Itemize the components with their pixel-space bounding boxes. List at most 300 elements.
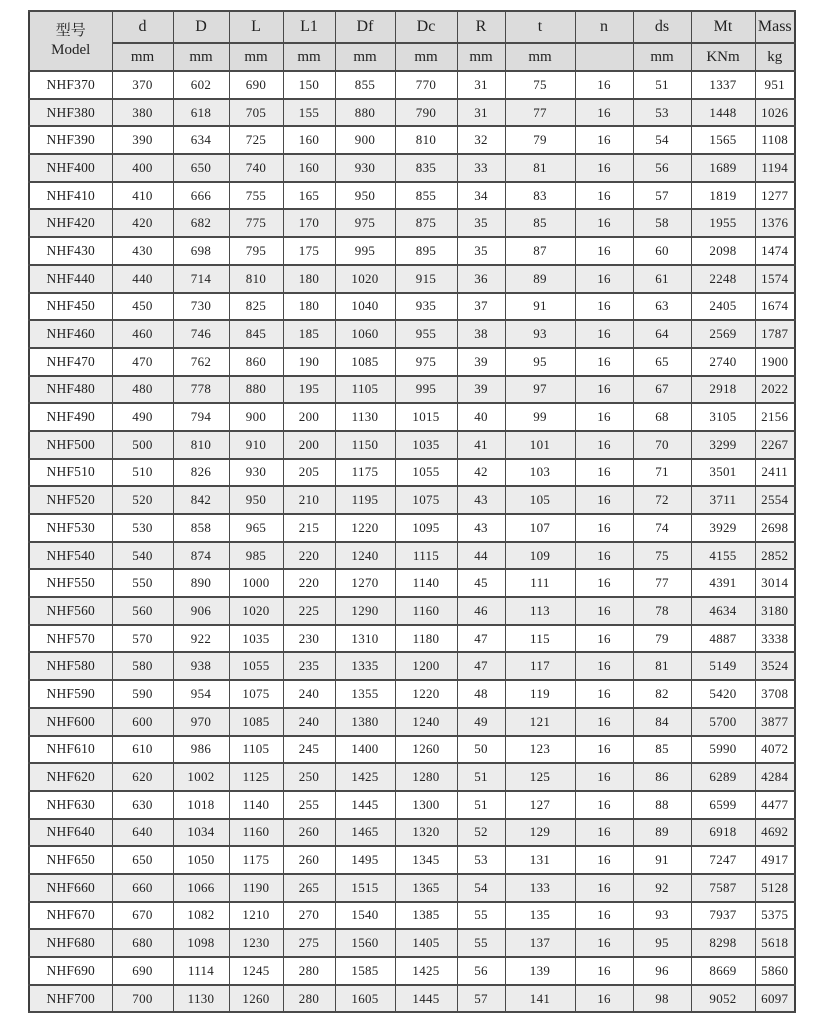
value-cell: 16 — [575, 542, 633, 570]
value-cell: 5149 — [691, 652, 755, 680]
value-cell: 200 — [283, 403, 335, 431]
value-cell: 200 — [283, 431, 335, 459]
value-cell: 129 — [505, 819, 575, 847]
model-cell: NHF500 — [29, 431, 112, 459]
value-cell: 1270 — [335, 569, 395, 597]
table-row — [29, 237, 795, 265]
value-cell: 1365 — [395, 874, 457, 902]
unit-Dc: mm — [395, 43, 457, 71]
value-cell: 775 — [229, 209, 283, 237]
value-cell: 91 — [633, 846, 691, 874]
value-cell: 460 — [112, 320, 173, 348]
value-cell: 975 — [395, 348, 457, 376]
value-cell: 1515 — [335, 874, 395, 902]
value-cell: 1380 — [335, 708, 395, 736]
value-cell: 1095 — [395, 514, 457, 542]
value-cell: 5990 — [691, 736, 755, 764]
value-cell: 81 — [633, 652, 691, 680]
header-unit-row — [29, 43, 795, 71]
value-cell: 51 — [633, 71, 691, 99]
table-row — [29, 126, 795, 154]
value-cell: 16 — [575, 902, 633, 930]
value-cell: 1689 — [691, 154, 755, 182]
value-cell: 137 — [505, 929, 575, 957]
value-cell: 2740 — [691, 348, 755, 376]
value-cell: 450 — [112, 293, 173, 321]
value-cell: 500 — [112, 431, 173, 459]
value-cell: 220 — [283, 569, 335, 597]
value-cell: 986 — [173, 736, 229, 764]
value-cell: 1445 — [335, 791, 395, 819]
value-cell: 6097 — [755, 985, 795, 1013]
value-cell: 79 — [505, 126, 575, 154]
value-cell: 3711 — [691, 486, 755, 514]
value-cell: 4072 — [755, 736, 795, 764]
col-header-t: t — [505, 11, 575, 43]
value-cell: 620 — [112, 763, 173, 791]
value-cell: 938 — [173, 652, 229, 680]
value-cell: 660 — [112, 874, 173, 902]
value-cell: 16 — [575, 431, 633, 459]
value-cell: 1585 — [335, 957, 395, 985]
value-cell: 117 — [505, 652, 575, 680]
value-cell: 1448 — [691, 99, 755, 127]
value-cell: 155 — [283, 99, 335, 127]
value-cell: 2698 — [755, 514, 795, 542]
value-cell: 640 — [112, 819, 173, 847]
value-cell: 16 — [575, 514, 633, 542]
value-cell: 103 — [505, 459, 575, 487]
value-cell: 170 — [283, 209, 335, 237]
model-cell: NHF450 — [29, 293, 112, 321]
unit-R: mm — [457, 43, 505, 71]
value-cell: 860 — [229, 348, 283, 376]
value-cell: 1425 — [395, 957, 457, 985]
model-header-cell — [29, 11, 112, 71]
value-cell: 930 — [335, 154, 395, 182]
value-cell: 682 — [173, 209, 229, 237]
value-cell: 47 — [457, 652, 505, 680]
value-cell: 68 — [633, 403, 691, 431]
value-cell: 215 — [283, 514, 335, 542]
table-row — [29, 154, 795, 182]
model-cell: NHF540 — [29, 542, 112, 570]
value-cell: 1055 — [395, 459, 457, 487]
value-cell: 965 — [229, 514, 283, 542]
table-row — [29, 431, 795, 459]
value-cell: 54 — [457, 874, 505, 902]
value-cell: 64 — [633, 320, 691, 348]
value-cell: 810 — [229, 265, 283, 293]
value-cell: 725 — [229, 126, 283, 154]
model-cell: NHF690 — [29, 957, 112, 985]
value-cell: 6918 — [691, 819, 755, 847]
value-cell: 630 — [112, 791, 173, 819]
value-cell: 6289 — [691, 763, 755, 791]
spec-table — [28, 10, 796, 1013]
value-cell: 794 — [173, 403, 229, 431]
value-cell: 84 — [633, 708, 691, 736]
unit-d: mm — [112, 43, 173, 71]
value-cell: 4391 — [691, 569, 755, 597]
value-cell: 530 — [112, 514, 173, 542]
table-row — [29, 819, 795, 847]
value-cell: 1445 — [395, 985, 457, 1013]
value-cell: 650 — [112, 846, 173, 874]
model-cell: NHF650 — [29, 846, 112, 874]
value-cell: 7937 — [691, 902, 755, 930]
table-body — [29, 71, 795, 1012]
value-cell: 125 — [505, 763, 575, 791]
value-cell: 954 — [173, 680, 229, 708]
model-cell: NHF460 — [29, 320, 112, 348]
value-cell: 1260 — [229, 985, 283, 1013]
value-cell: 3708 — [755, 680, 795, 708]
value-cell: 16 — [575, 403, 633, 431]
value-cell: 131 — [505, 846, 575, 874]
value-cell: 77 — [505, 99, 575, 127]
value-cell: 220 — [283, 542, 335, 570]
value-cell: 1200 — [395, 652, 457, 680]
value-cell: 874 — [173, 542, 229, 570]
value-cell: 230 — [283, 625, 335, 653]
value-cell: 83 — [505, 182, 575, 210]
value-cell: 16 — [575, 625, 633, 653]
value-cell: 4917 — [755, 846, 795, 874]
value-cell: 1337 — [691, 71, 755, 99]
value-cell: 880 — [335, 99, 395, 127]
value-cell: 1376 — [755, 209, 795, 237]
value-cell: 810 — [395, 126, 457, 154]
model-cell: NHF610 — [29, 736, 112, 764]
table-row — [29, 625, 795, 653]
value-cell: 16 — [575, 763, 633, 791]
table-row — [29, 902, 795, 930]
col-header-Mass: Mass — [755, 11, 795, 43]
value-cell: 95 — [505, 348, 575, 376]
value-cell: 1574 — [755, 265, 795, 293]
value-cell: 48 — [457, 680, 505, 708]
model-cell: NHF410 — [29, 182, 112, 210]
value-cell: 2918 — [691, 376, 755, 404]
value-cell: 7247 — [691, 846, 755, 874]
value-cell: 1175 — [335, 459, 395, 487]
value-cell: 85 — [633, 736, 691, 764]
value-cell: 1955 — [691, 209, 755, 237]
value-cell: 52 — [457, 819, 505, 847]
value-cell: 602 — [173, 71, 229, 99]
value-cell: 1787 — [755, 320, 795, 348]
value-cell: 240 — [283, 708, 335, 736]
value-cell: 50 — [457, 736, 505, 764]
value-cell: 900 — [229, 403, 283, 431]
value-cell: 97 — [505, 376, 575, 404]
value-cell: 121 — [505, 708, 575, 736]
value-cell: 175 — [283, 237, 335, 265]
unit-L: mm — [229, 43, 283, 71]
value-cell: 855 — [395, 182, 457, 210]
value-cell: 570 — [112, 625, 173, 653]
value-cell: 900 — [335, 126, 395, 154]
table-row — [29, 542, 795, 570]
table-row — [29, 597, 795, 625]
value-cell: 955 — [395, 320, 457, 348]
value-cell: 1140 — [395, 569, 457, 597]
model-cell: NHF700 — [29, 985, 112, 1013]
value-cell: 3929 — [691, 514, 755, 542]
value-cell: 1230 — [229, 929, 283, 957]
model-label-cn: 型号 — [55, 22, 86, 39]
value-cell: 590 — [112, 680, 173, 708]
table-row — [29, 763, 795, 791]
unit-n — [575, 43, 633, 71]
value-cell: 16 — [575, 209, 633, 237]
value-cell: 1002 — [173, 763, 229, 791]
value-cell: 240 — [283, 680, 335, 708]
value-cell: 770 — [395, 71, 457, 99]
unit-Df: mm — [335, 43, 395, 71]
value-cell: 2554 — [755, 486, 795, 514]
value-cell: 400 — [112, 154, 173, 182]
value-cell: 67 — [633, 376, 691, 404]
model-cell: NHF510 — [29, 459, 112, 487]
value-cell: 5618 — [755, 929, 795, 957]
value-cell: 730 — [173, 293, 229, 321]
value-cell: 35 — [457, 209, 505, 237]
value-cell: 96 — [633, 957, 691, 985]
table-row — [29, 708, 795, 736]
value-cell: 2098 — [691, 237, 755, 265]
value-cell: 1082 — [173, 902, 229, 930]
value-cell: 950 — [335, 182, 395, 210]
table-row — [29, 680, 795, 708]
value-cell: 16 — [575, 957, 633, 985]
value-cell: 16 — [575, 376, 633, 404]
value-cell: 1290 — [335, 597, 395, 625]
table-row — [29, 957, 795, 985]
value-cell: 4284 — [755, 763, 795, 791]
model-cell: NHF680 — [29, 929, 112, 957]
table-row — [29, 514, 795, 542]
value-cell: 1819 — [691, 182, 755, 210]
value-cell: 995 — [335, 237, 395, 265]
value-cell: 86 — [633, 763, 691, 791]
value-cell: 16 — [575, 320, 633, 348]
value-cell: 16 — [575, 985, 633, 1013]
value-cell: 41 — [457, 431, 505, 459]
value-cell: 1474 — [755, 237, 795, 265]
value-cell: 44 — [457, 542, 505, 570]
value-cell: 875 — [395, 209, 457, 237]
value-cell: 235 — [283, 652, 335, 680]
value-cell: 970 — [173, 708, 229, 736]
value-cell: 245 — [283, 736, 335, 764]
value-cell: 205 — [283, 459, 335, 487]
value-cell: 1130 — [335, 403, 395, 431]
model-cell: NHF580 — [29, 652, 112, 680]
value-cell: 1280 — [395, 763, 457, 791]
value-cell: 16 — [575, 348, 633, 376]
value-cell: 1150 — [335, 431, 395, 459]
value-cell: 280 — [283, 985, 335, 1013]
model-cell: NHF470 — [29, 348, 112, 376]
value-cell: 75 — [633, 542, 691, 570]
value-cell: 123 — [505, 736, 575, 764]
col-header-Mt: Mt — [691, 11, 755, 43]
value-cell: 16 — [575, 99, 633, 127]
model-cell: NHF560 — [29, 597, 112, 625]
value-cell: 9052 — [691, 985, 755, 1013]
value-cell: 127 — [505, 791, 575, 819]
value-cell: 1320 — [395, 819, 457, 847]
value-cell: 1245 — [229, 957, 283, 985]
value-cell: 16 — [575, 680, 633, 708]
value-cell: 705 — [229, 99, 283, 127]
value-cell: 634 — [173, 126, 229, 154]
value-cell: 1115 — [395, 542, 457, 570]
value-cell: 33 — [457, 154, 505, 182]
unit-Mt: KNm — [691, 43, 755, 71]
value-cell: 826 — [173, 459, 229, 487]
value-cell: 119 — [505, 680, 575, 708]
value-cell: 101 — [505, 431, 575, 459]
table-row — [29, 182, 795, 210]
col-header-d: d — [112, 11, 173, 43]
value-cell: 930 — [229, 459, 283, 487]
model-cell: NHF640 — [29, 819, 112, 847]
value-cell: 690 — [229, 71, 283, 99]
value-cell: 3501 — [691, 459, 755, 487]
value-cell: 225 — [283, 597, 335, 625]
model-cell: NHF530 — [29, 514, 112, 542]
value-cell: 1260 — [395, 736, 457, 764]
value-cell: 47 — [457, 625, 505, 653]
value-cell: 16 — [575, 874, 633, 902]
unit-t: mm — [505, 43, 575, 71]
value-cell: 490 — [112, 403, 173, 431]
col-header-L1: L1 — [283, 11, 335, 43]
value-cell: 4692 — [755, 819, 795, 847]
value-cell: 8298 — [691, 929, 755, 957]
value-cell: 690 — [112, 957, 173, 985]
unit-Mass: kg — [755, 43, 795, 71]
value-cell: 1605 — [335, 985, 395, 1013]
value-cell: 3105 — [691, 403, 755, 431]
value-cell: 4155 — [691, 542, 755, 570]
value-cell: 139 — [505, 957, 575, 985]
value-cell: 75 — [505, 71, 575, 99]
value-cell: 92 — [633, 874, 691, 902]
table-row — [29, 736, 795, 764]
value-cell: 275 — [283, 929, 335, 957]
table-row — [29, 293, 795, 321]
value-cell: 99 — [505, 403, 575, 431]
value-cell: 698 — [173, 237, 229, 265]
model-cell: NHF400 — [29, 154, 112, 182]
value-cell: 81 — [505, 154, 575, 182]
value-cell: 835 — [395, 154, 457, 182]
table-row — [29, 459, 795, 487]
model-cell: NHF660 — [29, 874, 112, 902]
value-cell: 16 — [575, 486, 633, 514]
table-row — [29, 985, 795, 1013]
value-cell: 56 — [633, 154, 691, 182]
value-cell: 951 — [755, 71, 795, 99]
value-cell: 16 — [575, 459, 633, 487]
value-cell: 1540 — [335, 902, 395, 930]
value-cell: 995 — [395, 376, 457, 404]
value-cell: 1130 — [173, 985, 229, 1013]
value-cell: 4477 — [755, 791, 795, 819]
value-cell: 160 — [283, 126, 335, 154]
unit-L1: mm — [283, 43, 335, 71]
value-cell: 78 — [633, 597, 691, 625]
table-row — [29, 209, 795, 237]
value-cell: 1310 — [335, 625, 395, 653]
value-cell: 3524 — [755, 652, 795, 680]
value-cell: 36 — [457, 265, 505, 293]
value-cell: 55 — [457, 929, 505, 957]
value-cell: 57 — [633, 182, 691, 210]
value-cell: 165 — [283, 182, 335, 210]
value-cell: 740 — [229, 154, 283, 182]
value-cell: 65 — [633, 348, 691, 376]
value-cell: 1105 — [229, 736, 283, 764]
value-cell: 540 — [112, 542, 173, 570]
value-cell: 39 — [457, 348, 505, 376]
value-cell: 1565 — [691, 126, 755, 154]
value-cell: 160 — [283, 154, 335, 182]
table-row — [29, 846, 795, 874]
value-cell: 16 — [575, 652, 633, 680]
value-cell: 40 — [457, 403, 505, 431]
value-cell: 53 — [633, 99, 691, 127]
value-cell: 16 — [575, 182, 633, 210]
unit-ds: mm — [633, 43, 691, 71]
value-cell: 1026 — [755, 99, 795, 127]
value-cell: 5375 — [755, 902, 795, 930]
value-cell: 46 — [457, 597, 505, 625]
value-cell: 1105 — [335, 376, 395, 404]
value-cell: 1210 — [229, 902, 283, 930]
value-cell: 265 — [283, 874, 335, 902]
value-cell: 39 — [457, 376, 505, 404]
table-row — [29, 486, 795, 514]
value-cell: 34 — [457, 182, 505, 210]
col-header-Dc: Dc — [395, 11, 457, 43]
model-label-en: Model — [51, 42, 91, 58]
value-cell: 810 — [173, 431, 229, 459]
value-cell: 1194 — [755, 154, 795, 182]
value-cell: 141 — [505, 985, 575, 1013]
value-cell: 16 — [575, 154, 633, 182]
value-cell: 16 — [575, 597, 633, 625]
value-cell: 57 — [457, 985, 505, 1013]
value-cell: 16 — [575, 126, 633, 154]
value-cell: 1085 — [229, 708, 283, 736]
value-cell: 260 — [283, 846, 335, 874]
value-cell: 2022 — [755, 376, 795, 404]
value-cell: 111 — [505, 569, 575, 597]
value-cell: 16 — [575, 736, 633, 764]
model-cell: NHF670 — [29, 902, 112, 930]
value-cell: 855 — [335, 71, 395, 99]
value-cell: 1060 — [335, 320, 395, 348]
model-cell: NHF590 — [29, 680, 112, 708]
value-cell: 935 — [395, 293, 457, 321]
value-cell: 37 — [457, 293, 505, 321]
value-cell: 1195 — [335, 486, 395, 514]
